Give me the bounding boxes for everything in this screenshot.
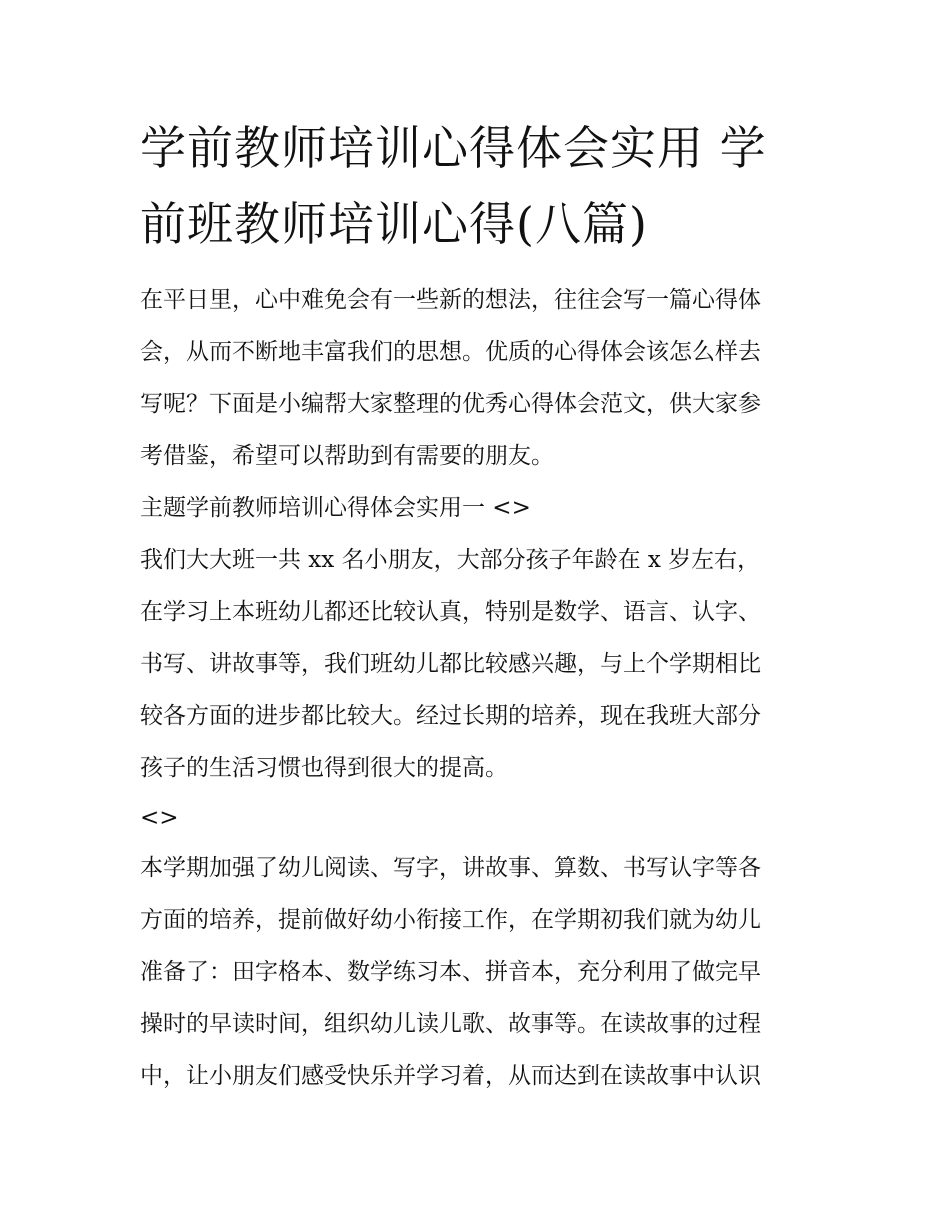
section-heading: 主题学前教师培训心得体会实用一 <>	[140, 495, 531, 521]
body-line: 较各方面的进步都比较大。经过长期的培养，现在我班大部分	[140, 703, 761, 729]
body-paragraph-1	[140, 534, 812, 794]
document-title	[140, 110, 812, 262]
body-line: 准备了：田字格本、数学练习本、拼音本，充分利用了做完早	[140, 959, 761, 985]
body-line: 中，让小朋友们感受快乐并学习着，从而达到在读故事中认识	[140, 1063, 761, 1089]
intro-line: 写呢？下面是小编帮大家整理的优秀心得体会范文，供大家参	[140, 391, 761, 417]
separator-marker: <>	[140, 805, 179, 831]
body-paragraph-2	[140, 842, 812, 1102]
intro-line: 考借鉴，希望可以帮助到有需要的朋友。	[140, 443, 554, 469]
document-page	[140, 110, 812, 1102]
intro-line: 会，从而不断地丰富我们的思想。优质的心得体会该怎么样去	[140, 339, 761, 365]
body-line: 方面的培养，提前做好幼小衔接工作，在学期初我们就为幼儿	[140, 907, 761, 933]
intro-paragraph	[140, 274, 812, 482]
body-line: 本学期加强了幼儿阅读、写字，讲故事、算数、书写认字等各	[140, 855, 761, 881]
body-line: 操时的早读时间，组织幼儿读儿歌、故事等。在读故事的过程	[140, 1011, 761, 1037]
title-line-1: 学前教师培训心得体会实用 学	[140, 121, 767, 175]
body-line: 孩子的生活习惯也得到很大的提高。	[140, 755, 508, 781]
intro-line: 在平日里，心中难免会有一些新的想法，往往会写一篇心得体	[140, 287, 761, 313]
title-line-2: 前班教师培训心得(八篇)	[140, 197, 648, 251]
body-line: 书写、讲故事等，我们班幼儿都比较感兴趣，与上个学期相比	[140, 651, 761, 677]
body-line: 我们大大班一共 xx 名小朋友，大部分孩子年龄在 x 岁左右，	[140, 547, 761, 573]
body-line: 在学习上本班幼儿都还比较认真，特别是数学、语言、认字、	[140, 599, 761, 625]
